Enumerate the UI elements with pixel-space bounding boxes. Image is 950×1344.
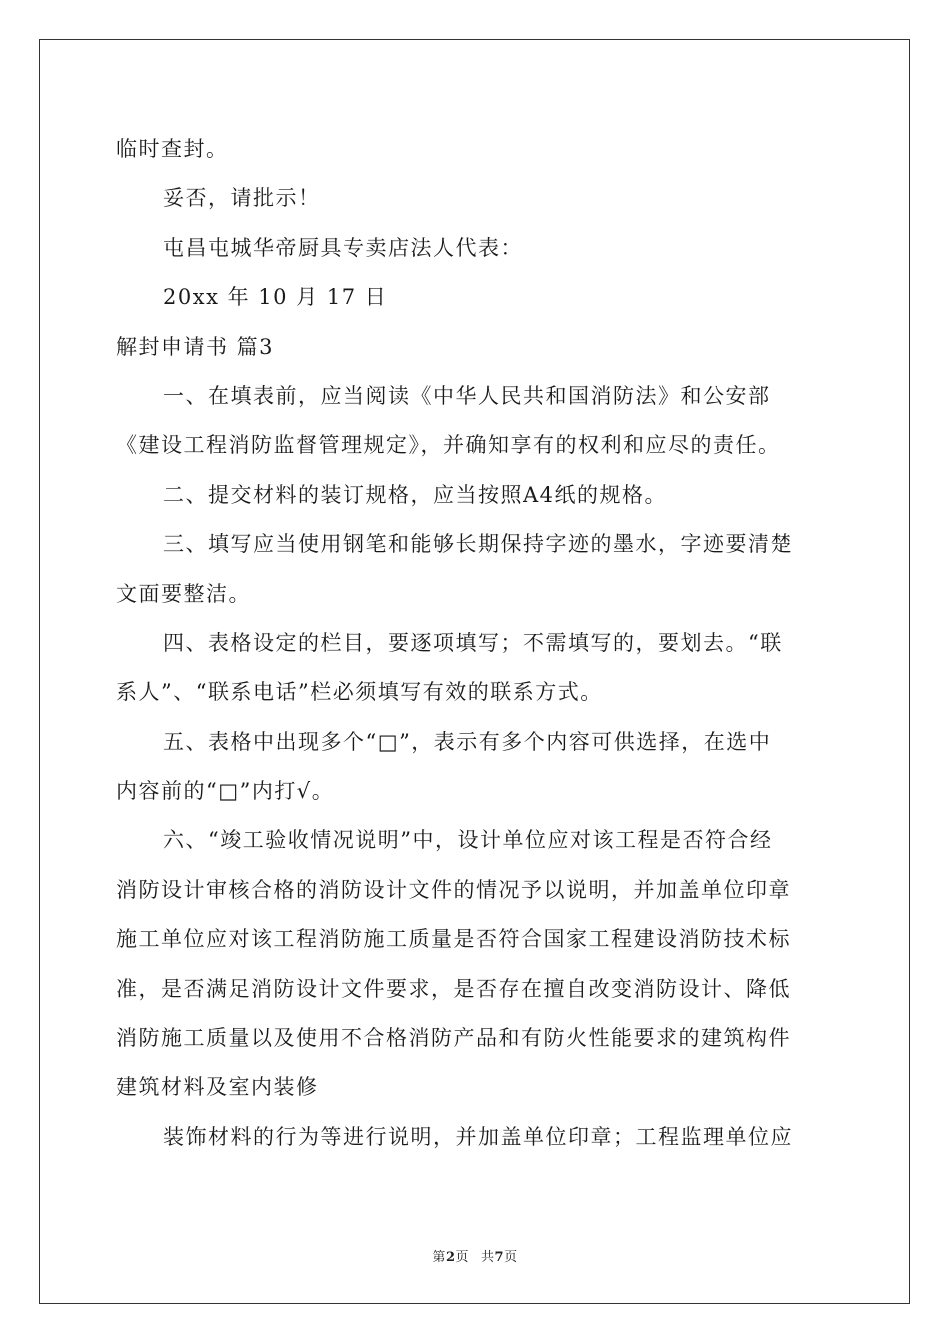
text-line: 三、填写应当使用钢笔和能够长期保持字迹的墨水，字迹要清楚: [163, 532, 793, 557]
page-unit: 页: [455, 1250, 469, 1265]
text-line: 四、表格设定的栏目，要逐项填写；不需填写的，要划去。“联: [163, 630, 783, 655]
text-line: 六、“竣工验收情况说明”中，设计单位应对该工程是否符合经: [163, 828, 773, 853]
text-line: 二、提交材料的装订规格，应当按照A4纸的规格。: [163, 482, 668, 507]
text-line: 系人”、“联系电话”栏必须填写有效的联系方式。: [116, 680, 603, 705]
text-line: 临时查封。: [116, 137, 229, 161]
page-total: 7: [494, 1250, 505, 1265]
text-line: 五、表格中出现多个“□”，表示有多个内容可供选择，在选中: [163, 729, 772, 754]
page-footer: [0, 1246, 950, 1265]
text-line: 一、在填表前，应当阅读《中华人民共和国消防法》和公安部: [163, 383, 771, 408]
text-line: 建筑材料及室内装修: [116, 1075, 319, 1100]
text-line: 内容前的“□”内打√。: [116, 779, 335, 804]
total-prefix: 共: [481, 1250, 495, 1265]
date-line: 20xx 年 10 月 17 日: [163, 285, 388, 310]
text-line: 妥否，请批示！: [163, 186, 321, 211]
text-line: 施工单位应对该工程消防施工质量是否符合国家工程建设消防技术标: [116, 927, 791, 952]
section-heading: 解封申请书 篇3: [116, 334, 275, 359]
text-line: 消防设计审核合格的消防设计文件的情况予以说明，并加盖单位印章: [116, 877, 791, 902]
text-line: 消防施工质量以及使用不合格消防产品和有防火性能要求的建筑构件: [116, 1026, 791, 1051]
page-current: 2: [445, 1250, 456, 1265]
text-line: 屯昌屯城华帝厨具专卖店法人代表：: [163, 235, 523, 260]
total-unit: 页: [504, 1250, 518, 1265]
text-line: 《建设工程消防监督管理规定》，并确知享有的权利和应尽的责任。: [116, 433, 781, 458]
page-prefix: 第: [432, 1250, 446, 1265]
document-body: [116, 125, 836, 1162]
text-line: 文面要整洁。: [116, 581, 251, 606]
text-line: 装饰材料的行为等进行说明，并加盖单位印章；工程监理单位应: [163, 1124, 793, 1149]
text-line: 准，是否满足消防设计文件要求，是否存在擅自改变消防设计、降低: [116, 976, 791, 1001]
